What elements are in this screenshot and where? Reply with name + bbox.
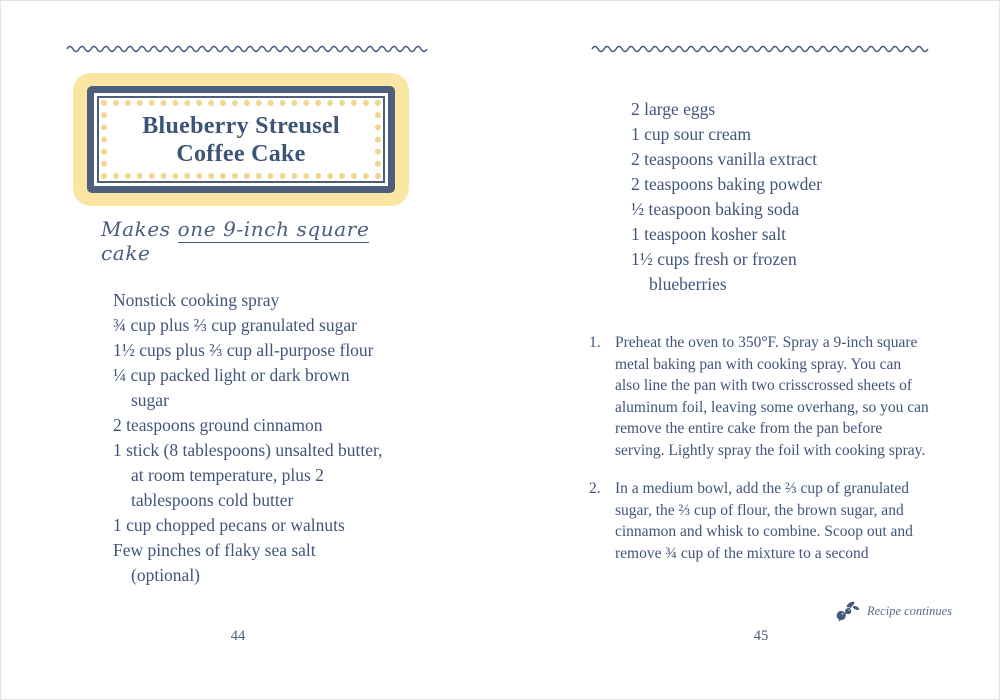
instruction-step [589, 332, 929, 461]
instruction-step-text: In a medium bowl, add the ⅔ cup of granulated sugar, the ⅔ cup of flour, the brown sugar, and cinnamon and whisk to combine. Scoop out and remove ¾ cup of the mixture to a second [615, 480, 913, 562]
ingredient-item: 2 teaspoons vanilla extract [631, 149, 818, 169]
ingredient-item: 1 stick (8 tablespoons) unsalted butter, at room temperature, plus 2 tablespoons cold butter [113, 440, 383, 510]
ingredient-item: 2 large eggs [631, 99, 716, 119]
ingredient-list-left [113, 288, 385, 588]
ingredient-item: 1½ cups fresh or frozen blueberries [631, 249, 797, 294]
yield-note [101, 217, 411, 265]
title-card-frame [87, 86, 395, 193]
ingredient-item: 1½ cups plus ⅔ cup all-purpose flour [113, 340, 374, 360]
instruction-steps [589, 332, 929, 581]
recipe-continues-marker [833, 598, 952, 625]
yield-note-suffix: cake [101, 241, 151, 265]
ingredient-item: 2 teaspoons ground cinnamon [113, 415, 323, 435]
yield-note-prefix: Makes [101, 217, 178, 241]
ingredient-list-right [631, 97, 871, 297]
decorative-wave-right [591, 43, 936, 55]
page-number-left: 44 [230, 628, 246, 644]
yield-note-underlined: one 9-inch square [177, 217, 370, 241]
instruction-step-text: Preheat the oven to 350°F. Spray a 9-inch square metal baking pan with cooking spray. You can also line the pan with two crisscrossed sheets of aluminum foil, leaving some overhang, so you can remove the entire cake from the pan before serving. Lightly spray the foil with cooking spray. [615, 334, 929, 459]
instruction-step-number: 1. [589, 334, 601, 351]
blueberry-icon [833, 598, 860, 625]
ingredient-item: 1 teaspoon kosher salt [631, 224, 787, 244]
recipe-title [142, 112, 340, 168]
recipe-continues-label: Recipe continues [867, 604, 953, 618]
ingredient-item: Nonstick cooking spray [113, 290, 280, 310]
recipe-title-line2: Coffee Cake [176, 140, 306, 167]
ingredient-item: 1 cup chopped pecans or walnuts [113, 515, 345, 535]
ingredient-item: 2 teaspoons baking powder [631, 174, 823, 194]
ingredient-item: 1 cup sour cream [631, 124, 752, 144]
ingredient-item: ¼ cup packed light or dark brown sugar [113, 365, 350, 410]
ingredient-item: Few pinches of flaky sea salt (optional) [113, 540, 316, 585]
instruction-step [589, 478, 929, 564]
recipe-title-card [73, 73, 409, 206]
recipe-title-line1: Blueberry Streusel [142, 112, 340, 139]
instruction-step-number: 2. [589, 480, 601, 497]
decorative-wave-left [66, 43, 436, 55]
page-number-right: 45 [753, 628, 769, 644]
title-card-inner-frame [97, 96, 385, 183]
ingredient-item: ¾ cup plus ⅔ cup granulated sugar [113, 315, 357, 335]
title-card-lace-border [101, 100, 381, 179]
ingredient-item: ½ teaspoon baking soda [631, 199, 800, 219]
